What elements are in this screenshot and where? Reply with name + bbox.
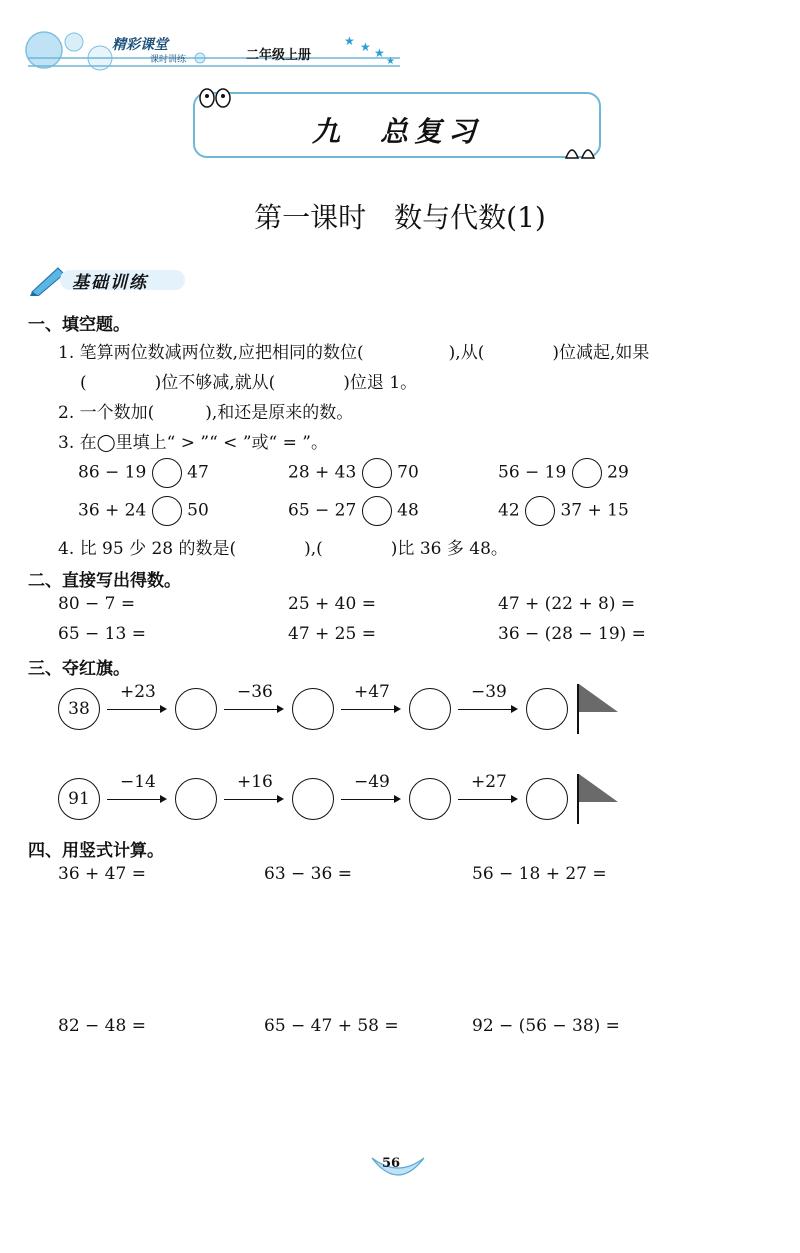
vertical-calc-item: 36 + 47 =: [58, 864, 146, 884]
compare-right: 37 + 15: [560, 500, 629, 521]
star-icon: ★: [360, 40, 371, 54]
answer-circle[interactable]: [292, 688, 334, 730]
operation-label: −39: [471, 682, 507, 702]
answer-circle[interactable]: [362, 496, 392, 526]
arrow: [458, 799, 516, 800]
mental-math-item: 80 − 7 =: [58, 594, 136, 614]
compare-item: [498, 458, 629, 488]
operation-label: +27: [471, 772, 507, 792]
mental-math-item: 47 + (22 + 8) =: [498, 594, 636, 614]
answer-circle[interactable]: [292, 778, 334, 820]
compare-right: 50: [187, 500, 209, 521]
operation-label: −14: [120, 772, 156, 792]
vertical-calc-item: 63 − 36 =: [264, 864, 352, 884]
arrow: [341, 709, 399, 710]
start-number-circle: 38: [58, 688, 100, 730]
operation-label: −49: [354, 772, 390, 792]
section1-title: 一、填空题。: [28, 315, 130, 335]
vertical-calc-item: 56 − 18 + 27 =: [472, 864, 607, 884]
compare-right: 47: [187, 462, 209, 483]
compare-right: 70: [397, 462, 419, 483]
footprint-icon: [196, 86, 236, 112]
compare-item: [78, 496, 209, 526]
question-3: 3. 在◯里填上“ > ”“ < ”或“ = ”。: [58, 433, 328, 453]
arrow: [341, 799, 399, 800]
question-2: 2. 一个数加( ),和还是原来的数。: [58, 403, 354, 423]
answer-circle[interactable]: [526, 688, 568, 730]
answer-circle[interactable]: [152, 496, 182, 526]
arrow: [224, 709, 282, 710]
section2-title: 二、直接写出得数。: [28, 571, 181, 591]
compare-right: 29: [607, 462, 629, 483]
mental-math-item: 25 + 40 =: [288, 594, 376, 614]
answer-circle[interactable]: [525, 496, 555, 526]
banner-label: 基础训练: [72, 273, 148, 293]
mental-math-item: 47 + 25 =: [288, 624, 376, 644]
start-number-circle: 91: [58, 778, 100, 820]
compare-item: [288, 458, 419, 488]
chapter-box: [193, 92, 601, 158]
section4-title: 四、用竖式计算。: [28, 841, 164, 861]
answer-circle[interactable]: [526, 778, 568, 820]
header-brand-sub: 课时训练: [150, 55, 187, 65]
compare-item: [288, 496, 419, 526]
arrow: [107, 799, 165, 800]
flag-icon: [574, 772, 622, 826]
compare-item: [78, 458, 209, 488]
operation-label: +47: [354, 682, 390, 702]
compare-left: 86 − 19: [78, 462, 147, 483]
header-grade: 二年级上册: [246, 48, 312, 63]
header-brand: 精彩课堂: [112, 37, 168, 53]
bubble-icon: [0, 0, 420, 80]
arrow: [224, 799, 282, 800]
answer-circle[interactable]: [362, 458, 392, 488]
operation-label: −36: [237, 682, 273, 702]
section3-title: 三、夺红旗。: [28, 659, 130, 679]
operation-label: +23: [120, 682, 156, 702]
vertical-calc-item: 65 − 47 + 58 =: [264, 1016, 399, 1036]
arrow: [107, 709, 165, 710]
answer-circle[interactable]: [175, 778, 217, 820]
compare-right: 48: [397, 500, 419, 521]
answer-circle[interactable]: [175, 688, 217, 730]
page-number: 56: [382, 1156, 401, 1171]
question-1-line-2: ( )位不够减,就从( )位退 1。: [80, 373, 418, 393]
question-4: 4. 比 95 少 28 的数是( ),( )比 36 多 48。: [58, 539, 508, 559]
vertical-calc-item: 82 − 48 =: [58, 1016, 146, 1036]
chapter-title: 九 总复习: [311, 115, 482, 148]
lesson-title: 第一课时 数与代数(1): [254, 201, 546, 234]
answer-circle[interactable]: [409, 778, 451, 820]
compare-left: 28 + 43: [288, 462, 357, 483]
compare-left: 56 − 19: [498, 462, 567, 483]
operation-label: +16: [237, 772, 273, 792]
vertical-calc-item: 92 − (56 − 38) =: [472, 1016, 620, 1036]
compare-item: [498, 496, 629, 526]
answer-circle[interactable]: [572, 458, 602, 488]
compare-left: 42: [498, 500, 520, 521]
star-icon: ★: [374, 46, 385, 60]
answer-circle[interactable]: [152, 458, 182, 488]
mental-math-item: 65 − 13 =: [58, 624, 146, 644]
star-icon: ★: [386, 56, 395, 67]
arrow: [458, 709, 516, 710]
answer-circle[interactable]: [409, 688, 451, 730]
compare-left: 65 − 27: [288, 500, 357, 521]
mental-math-item: 36 − (28 − 19) =: [498, 624, 646, 644]
star-icon: ★: [344, 34, 355, 48]
question-1-line-1: 1. 笔算两位数减两位数,应把相同的数位( ),从( )位减起,如果: [58, 343, 650, 363]
footprint-icon: [562, 138, 598, 160]
compare-left: 36 + 24: [78, 500, 147, 521]
flag-icon: [574, 682, 622, 736]
